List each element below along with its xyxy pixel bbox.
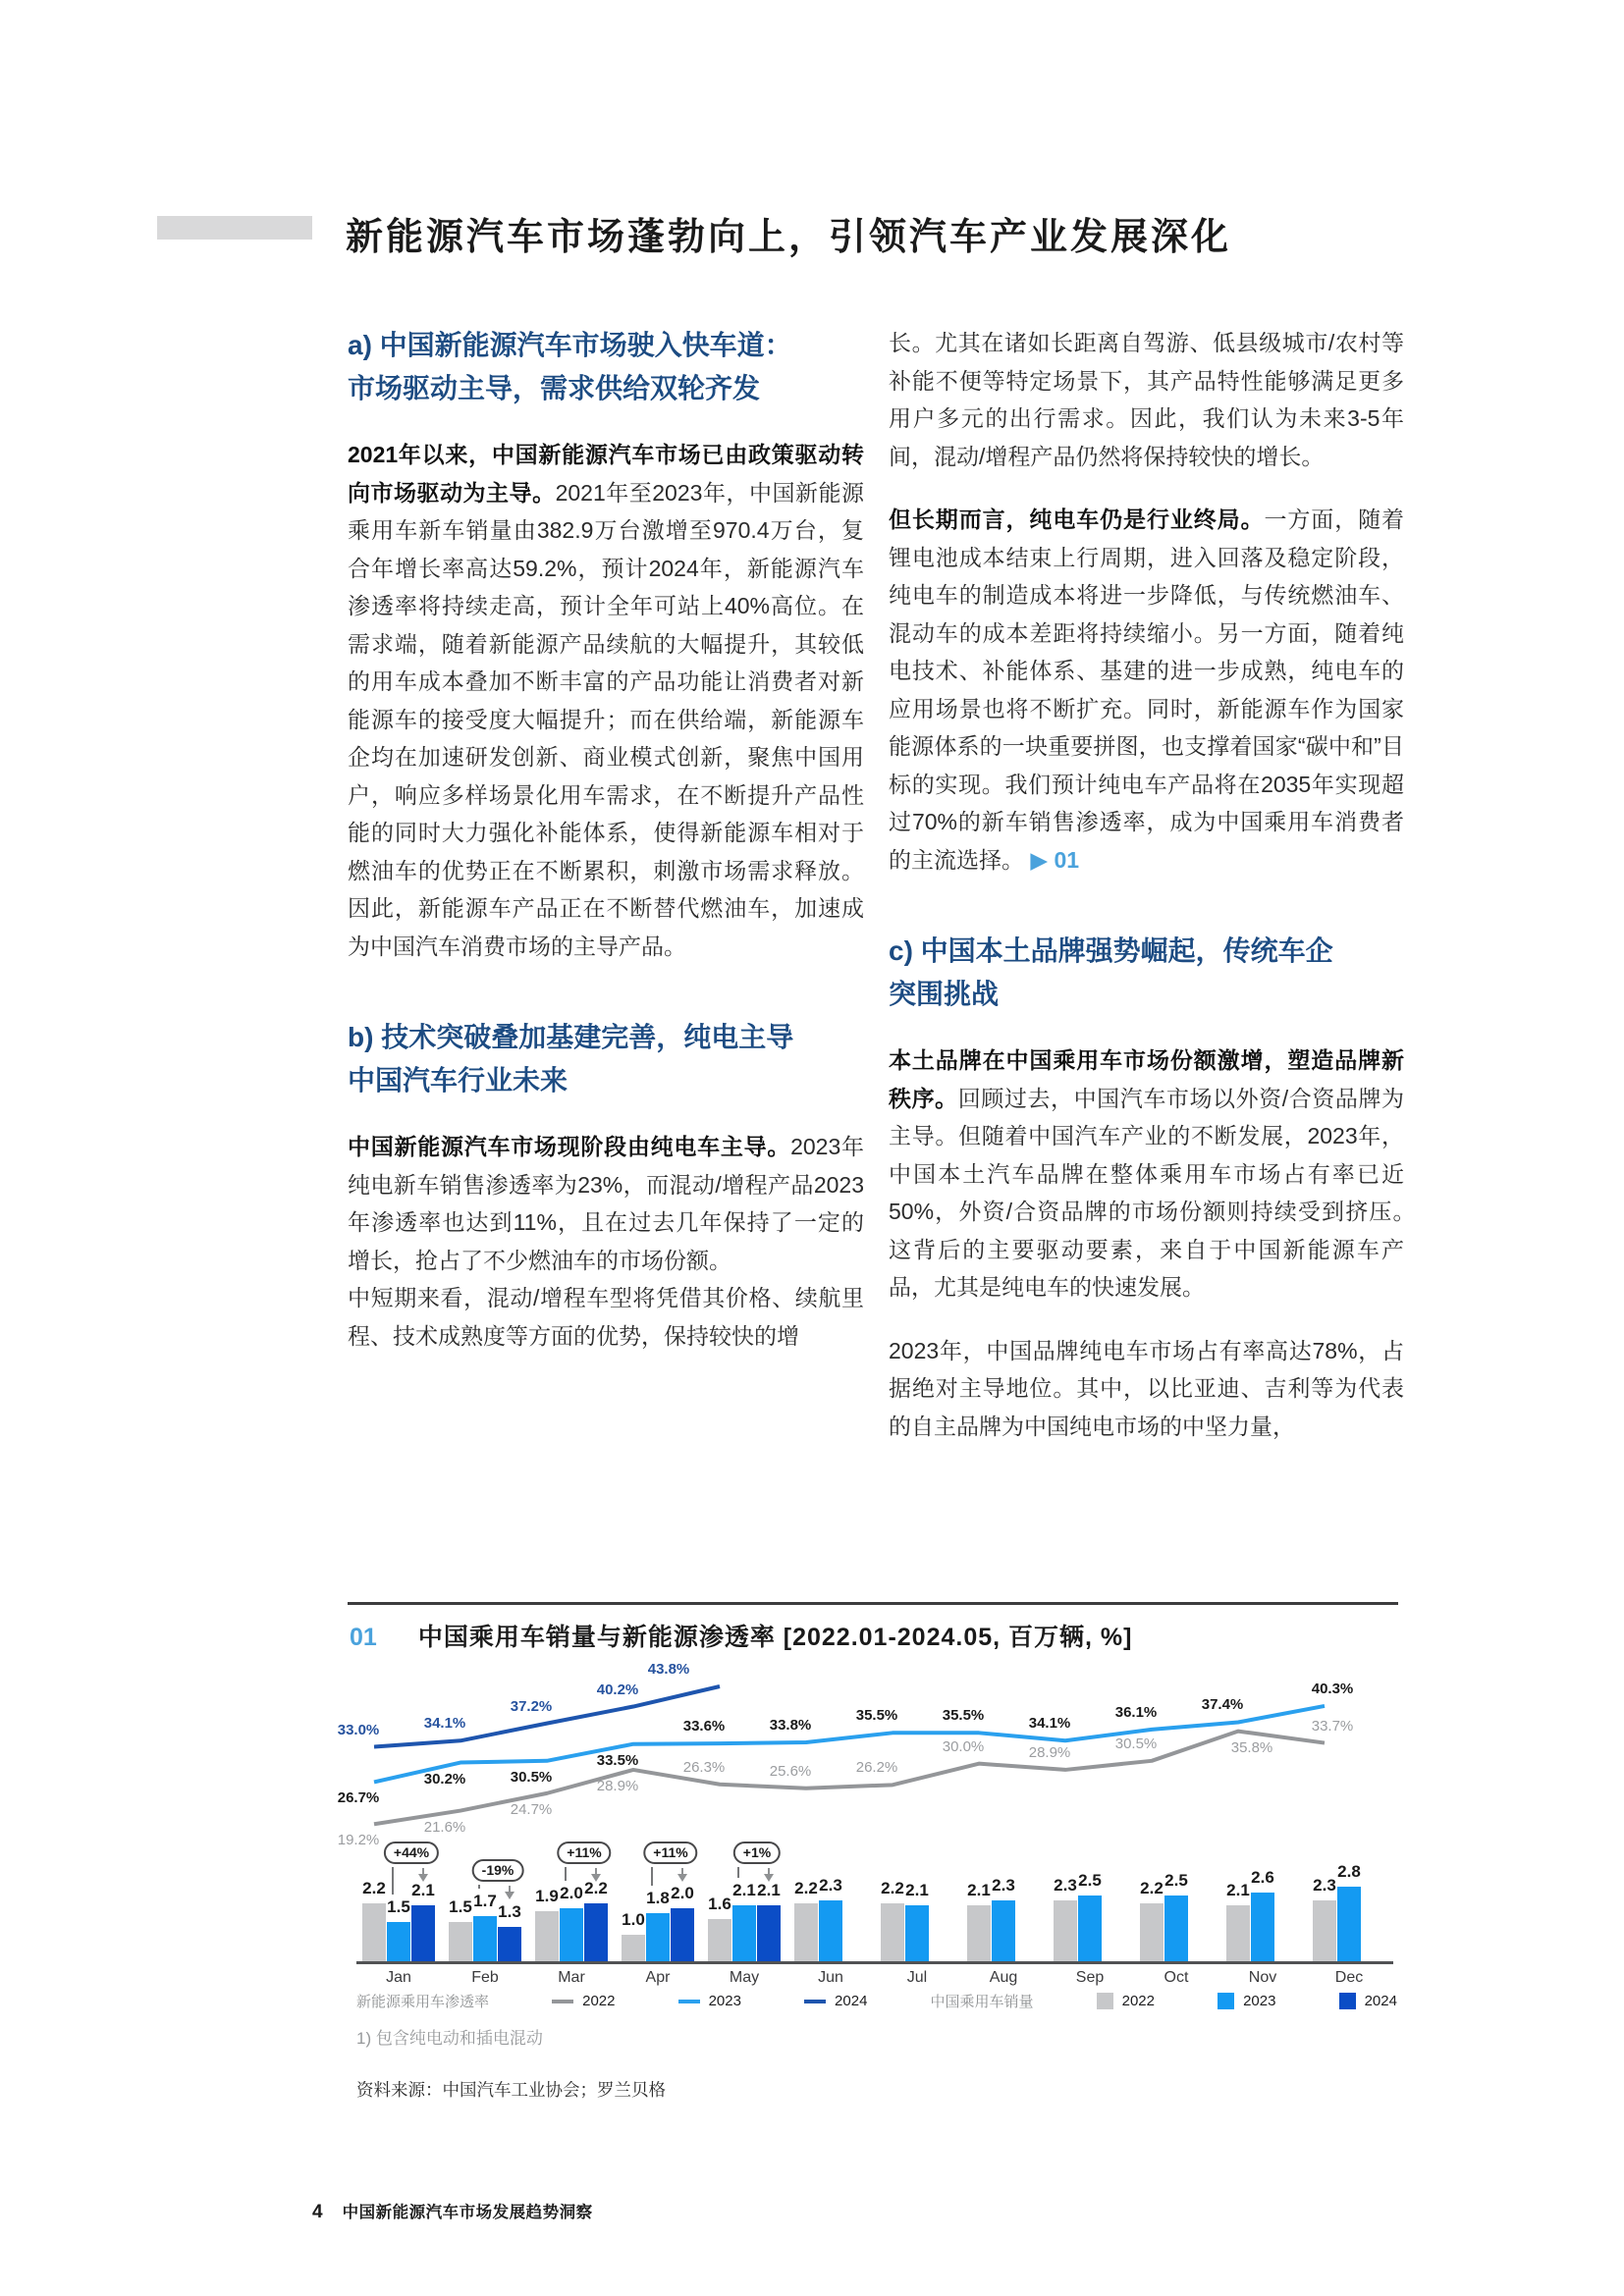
growth-annotation-bubble: +11% <box>557 1842 611 1864</box>
sales-bar-2023 <box>646 1913 670 1961</box>
month-label: Mar <box>558 1969 585 1986</box>
section-a-heading <box>348 324 864 410</box>
month-label: Jul <box>906 1969 928 1986</box>
sales-bar-2022 <box>1054 1900 1077 1961</box>
sales-value-label: 1.6 <box>708 1894 731 1913</box>
sales-value-label: 2.2 <box>362 1878 386 1897</box>
month-label: Nov <box>1248 1969 1277 1986</box>
penetration-value-label-2022: 30.0% <box>942 1737 985 1755</box>
growth-annotation-bubble: +1% <box>733 1842 781 1864</box>
legend-year-label: 2022 <box>582 1993 616 2009</box>
sales-value-label: 2.3 <box>1054 1875 1077 1895</box>
legend-penetration-label: 新能源乘用车渗透率 <box>356 1994 490 2010</box>
annotation-arrow-icon <box>764 1874 774 1882</box>
penetration-value-label-2022: 26.3% <box>682 1758 726 1776</box>
section-b-paragraph <box>348 1128 864 1279</box>
bar-swatch-icon-2022 <box>1097 1993 1113 2009</box>
sales-value-label: 2.1 <box>967 1881 991 1900</box>
bar-swatch-icon-2024 <box>1339 1993 1356 2009</box>
section-c-heading <box>889 930 1404 1016</box>
sales-bar-2023 <box>819 1900 842 1961</box>
long-term-paragraph <box>889 501 1404 879</box>
month-label: Oct <box>1164 1969 1189 1986</box>
penetration-value-label-2022: 28.9% <box>596 1777 639 1794</box>
legend-year-label: 2024 <box>1364 1993 1397 2009</box>
sales-bar-2023 <box>387 1922 410 1962</box>
month-label: Dec <box>1334 1969 1364 1986</box>
legend-bar-item-2023 <box>1218 1993 1275 2009</box>
month-label: Jan <box>386 1969 411 1986</box>
page-title: 新能源汽车市场蓬勃向上，引领汽车产业发展深化 <box>346 217 1232 258</box>
penetration-value-label-2022: 25.6% <box>769 1762 812 1780</box>
sales-bar-2023 <box>905 1905 929 1961</box>
sales-value-label: 2.2 <box>881 1878 904 1897</box>
sales-bar-2023 <box>560 1908 583 1961</box>
long-term-paragraph-text: 一方面，随着锂电池成本结束上行周期，进入回落及稳定阶段，纯电车的制造成本将进一步降低，与传统燃油车、混动车的成本差距将持续缩小。另一方面，随着纯电技术、补能体系、基建的进一步成熟，纯电车的应用场景也将不断扩充。同时，新能源车作为国家能源体系的一块重要拼图，也支撑着国家“碳中和”目标的实现。我们预计纯电车产品将在2035年实现超过70%的新车销售渗透率，成为中国乘用车消费者的主流选择。 <box>889 507 1405 873</box>
page-number: 4 <box>312 2202 323 2222</box>
penetration-value-label-2024: 34.1% <box>423 1715 466 1733</box>
sales-value-label: 2.6 <box>1251 1867 1274 1887</box>
legend-year-label: 2023 <box>708 1993 741 2009</box>
chart-index-label: 01 <box>350 1624 377 1651</box>
footer-title: 中国新能源汽车市场发展趋势洞察 <box>342 2204 593 2221</box>
section-c-paragraph-text: 回顾过去，中国汽车市场以外资/合资品牌为主导。但随着中国汽车产业的不断发展，2023年，中国本土汽车品牌在整体乘用车市场占有率已近50%，外资/合资品牌的市场份额则持续受到挤压。 这背后的主要驱动要素，来自于中国新能源车产品，尤其是纯电车的快速发展。 <box>889 1085 1427 1300</box>
annotation-arrow-icon <box>418 1874 428 1882</box>
penetration-value-label-2023: 33.5% <box>596 1751 639 1769</box>
penetration-value-label-2024: 37.2% <box>510 1697 553 1715</box>
growth-annotation-bubble: +11% <box>643 1842 697 1864</box>
penetration-value-label-2024: 33.0% <box>337 1721 380 1738</box>
annotation-connector-line <box>737 1867 739 1878</box>
sales-value-label: 2.2 <box>794 1878 818 1897</box>
sales-value-label: 2.3 <box>992 1875 1015 1895</box>
penetration-value-label-2023: 36.1% <box>1114 1703 1158 1721</box>
sales-value-label: 2.2 <box>584 1878 608 1897</box>
sales-bar-2022 <box>449 1922 472 1962</box>
month-label: Jun <box>818 1969 843 1986</box>
sales-value-label: 2.1 <box>732 1881 756 1900</box>
sales-bar-2024 <box>671 1908 694 1961</box>
sales-value-label: 2.1 <box>1226 1881 1250 1900</box>
sales-bar-2022 <box>1226 1905 1250 1961</box>
x-axis <box>356 1961 1393 1964</box>
penetration-value-label-2022: 28.9% <box>1028 1743 1071 1761</box>
page-footer <box>312 2199 593 2223</box>
sales-bar-2023 <box>473 1916 497 1961</box>
month-label: May <box>729 1969 760 1986</box>
annotation-arrow-icon <box>677 1874 687 1882</box>
sales-value-label: 1.9 <box>535 1886 559 1905</box>
month-label: Apr <box>645 1969 671 1986</box>
penetration-value-label-2022: 33.7% <box>1311 1717 1354 1735</box>
section-b-heading-line2: 中国汽车行业未来 <box>348 1065 568 1095</box>
long-term-paragraph-lead: 但长期而言，纯电车仍是行业终局。 <box>889 507 1265 532</box>
section-c-paragraph-lead: 本土品牌在中国乘用车市场份额激增，塑造品牌新秩序。 <box>889 1047 1404 1111</box>
line-swatch-icon-2022 <box>552 2000 573 2003</box>
penetration-value-label-2023: 30.2% <box>423 1770 466 1788</box>
penetration-value-label-2023: 33.8% <box>769 1717 812 1734</box>
sales-value-label: 2.5 <box>1078 1870 1102 1890</box>
bar-swatch-icon-2023 <box>1218 1993 1234 2009</box>
annotation-connector-line <box>392 1867 394 1895</box>
month-label: Sep <box>1075 1969 1105 1986</box>
legend-year-label: 2022 <box>1121 1993 1155 2009</box>
sales-value-label: 2.5 <box>1164 1870 1188 1890</box>
section-b-heading-line1: b) 技术突破叠加基建完善，纯电主导 <box>348 1022 794 1052</box>
sales-bar-2023 <box>1164 1896 1188 1962</box>
growth-annotation-bubble: -19% <box>472 1859 524 1882</box>
text-column-right <box>889 324 1427 1470</box>
sales-value-label: 1.0 <box>622 1910 645 1929</box>
sales-bar-2024 <box>757 1905 781 1961</box>
penetration-value-label-2023: 35.5% <box>942 1707 985 1725</box>
legend-line-item-2023 <box>678 1993 741 2009</box>
sales-bar-2024 <box>584 1903 608 1961</box>
sales-bar-2022 <box>967 1905 991 1961</box>
penetration-value-label-2022: 24.7% <box>510 1800 553 1818</box>
chart-canvas <box>337 1659 1397 1998</box>
chart-header <box>350 1618 1133 1653</box>
penetration-value-label-2022: 21.6% <box>423 1818 466 1836</box>
section-b-paragraph-lead: 中国新能源汽车市场现阶段由纯电车主导。 <box>348 1134 791 1159</box>
annotation-arrow-icon <box>591 1874 601 1882</box>
sales-bar-2022 <box>794 1903 818 1961</box>
sales-bar-2022 <box>362 1903 386 1961</box>
sales-value-label: 2.3 <box>1313 1875 1336 1895</box>
line-swatch-icon-2024 <box>804 2000 826 2003</box>
section-b-heading <box>348 1016 864 1102</box>
legend-year-label: 2024 <box>835 1993 868 2009</box>
sales-value-label: 2.8 <box>1337 1862 1361 1882</box>
text-column-left <box>348 324 864 1380</box>
sales-value-label: 1.8 <box>646 1889 670 1908</box>
chart-divider-line <box>348 1602 1398 1605</box>
section-a-paragraph <box>348 436 864 965</box>
sales-bar-2022 <box>881 1903 904 1961</box>
penetration-value-label-2023: 40.3% <box>1311 1680 1354 1697</box>
line-swatch-icon-2023 <box>678 2000 700 2003</box>
month-label: Feb <box>471 1969 499 1986</box>
chart-footnote: 1) 包含纯电动和插电混动 <box>356 2029 543 2048</box>
sales-bar-2022 <box>622 1935 645 1961</box>
legend-line-item-2024 <box>804 1993 867 2009</box>
penetration-value-label-2022: 30.5% <box>1114 1735 1158 1752</box>
penetration-value-label-2023: 35.5% <box>855 1707 898 1725</box>
sales-value-label: 2.1 <box>757 1881 781 1900</box>
sales-bar-2024 <box>411 1905 435 1961</box>
legend-sales-label: 中国乘用车销量 <box>930 1994 1034 2010</box>
section-b-paragraph-text: 2023年纯电新车销售渗透率为23%，而混动/增程产品2023年渗透率也达到11%，且在过去几年保持了一定的增长，抢占了不少燃油车的市场份额。 <box>348 1134 865 1273</box>
annotation-connector-line <box>651 1867 653 1886</box>
section-c-paragraph <box>889 1041 1427 1307</box>
penetration-value-label-2023: 33.6% <box>682 1718 726 1735</box>
penetration-value-label-2024: 40.2% <box>596 1681 639 1698</box>
chart-source: 资料来源：中国汽车工业协会；罗兰贝格 <box>356 2080 666 2100</box>
legend-bar-item-2022 <box>1097 1993 1155 2009</box>
sales-bar-2022 <box>535 1911 559 1961</box>
section-a-paragraph-text: 2021年至2023年，中国新能源乘用车新车销量由382.9万台激增至970.4万台，复合年增长率高达59.2%，预计2024年，新能源汽车渗透率将持续走高，预计全年可站上40%高位。在需求端，随着新能源产品续航的大幅提升，其较低的用车成本叠加不断丰富的产品功能让消费者对新能源车的接受度大幅提升；而在供给端，新能源车企均在加速研发创新、商业模式创新，聚焦中国用户，响应多样场景化用车需求，在不断提升产品性能的同时大力强化补能体系，使得新能源车相对于燃油车的优势正在不断累积，刺激市场需求释放。因此，新能源车产品正在不断替代燃油车，加速成为中国汽车消费市场的主导产品。 <box>348 479 864 959</box>
annotation-connector-line <box>478 1885 480 1889</box>
continued-paragraph: 长。尤其在诸如长距离自驾游、低县级城市/农村等补能不便等特定场景下，其产品特性能够满足更多用户多元的出行需求。因此，我们认为未来3-5年间，混动/增程产品仍然将保持较快的增长。 <box>889 330 1404 469</box>
sales-value-label: 1.3 <box>498 1901 521 1921</box>
penetration-value-label-2024: 43.8% <box>647 1661 690 1678</box>
section-c-heading-line2: 突围挑战 <box>889 979 1000 1009</box>
section-a-paragraph-lead: 2021年以来，中国新能源汽车市场已由政策驱动转向市场驱动为主导。 <box>348 442 864 506</box>
month-label: Aug <box>989 1969 1018 1986</box>
penetration-value-label-2022: 35.8% <box>1230 1738 1273 1756</box>
sales-value-label: 1.5 <box>449 1896 472 1916</box>
sales-bar-2023 <box>732 1905 756 1961</box>
sales-bar-2022 <box>708 1919 731 1961</box>
section-c-paragraph-2: 2023年，中国品牌纯电车市场占有率高达78%，占据绝对主导地位。其中，以比亚迪、吉利等为代表的自主品牌为中国纯电市场的中坚力量， <box>889 1337 1404 1439</box>
penetration-value-label-2023: 30.5% <box>510 1768 553 1786</box>
header-accent-bar <box>157 216 312 240</box>
sales-value-label: 2.1 <box>411 1881 435 1900</box>
sales-value-label: 2.3 <box>819 1875 842 1895</box>
sales-bar-2023 <box>992 1900 1015 1961</box>
annotation-connector-line <box>565 1867 567 1881</box>
penetration-value-label-2023: 26.7% <box>337 1789 380 1807</box>
penetration-value-label-2023: 37.4% <box>1201 1696 1244 1714</box>
sales-bar-2023 <box>1251 1893 1274 1961</box>
chart-legend <box>356 1991 1397 2011</box>
chart-title: 中国乘用车销量与新能源渗透率 [2022.01-2024.05, 百万辆, %] <box>417 1624 1133 1651</box>
section-a-heading-line1: a) 中国新能源汽车市场驶入快车道： <box>348 330 792 360</box>
sales-value-label: 1.5 <box>387 1896 410 1916</box>
legend-bar-item-2024 <box>1339 1993 1397 2009</box>
penetration-value-label-2023: 34.1% <box>1028 1715 1071 1733</box>
sales-bar-2024 <box>498 1927 521 1961</box>
annotation-arrow-icon <box>505 1892 514 1899</box>
sales-bar-2023 <box>1337 1887 1361 1961</box>
sales-value-label: 2.0 <box>671 1884 694 1902</box>
figure-reference: ▶ 01 <box>1030 846 1080 873</box>
legend-line-item-2022 <box>552 1993 615 2009</box>
sales-value-label: 2.1 <box>905 1881 929 1900</box>
growth-annotation-bubble: +44% <box>384 1842 439 1864</box>
sales-bar-2023 <box>1078 1896 1102 1962</box>
sales-value-label: 2.0 <box>560 1884 583 1902</box>
sales-value-label: 2.2 <box>1140 1878 1164 1897</box>
sales-bar-2022 <box>1313 1900 1336 1961</box>
section-c-heading-line1: c) 中国本土品牌强势崛起，传统车企 <box>889 935 1333 966</box>
sales-value-label: 1.7 <box>473 1892 497 1911</box>
penetration-value-label-2022: 26.2% <box>855 1759 898 1777</box>
section-b-paragraph-2: 中短期来看，混动/增程车型将凭借其价格、续航里程、技术成熟度等方面的优势，保持较快的增 <box>348 1285 864 1349</box>
penetration-value-label-2022: 19.2% <box>337 1832 380 1849</box>
legend-year-label: 2023 <box>1243 1993 1276 2009</box>
section-a-heading-line2: 市场驱动主导，需求供给双轮齐发 <box>348 373 761 403</box>
sales-bar-2022 <box>1140 1903 1164 1961</box>
